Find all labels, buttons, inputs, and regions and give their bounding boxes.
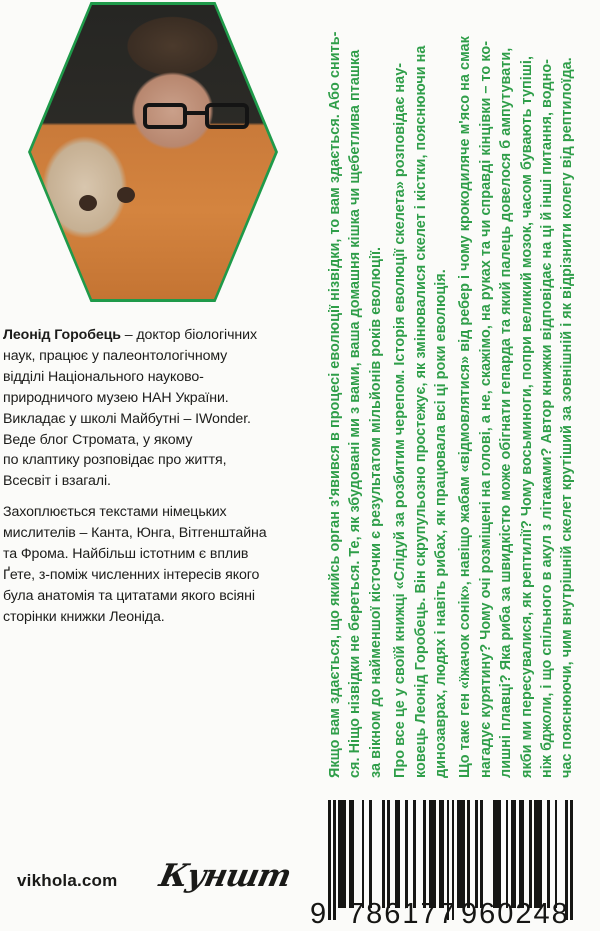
glasses-shape: [143, 103, 259, 133]
bio-paragraph-1: Леонід Горобець – доктор біологічних наук, працює у палеонтологічному відділі Національного науково- природничого музею НАН України. Викладає у школі Майбутні – IWonder. Веде блог Стромата, у якому по клаптику розповідає про життя, Всесвіт і взагалі.: [3, 327, 257, 490]
author-photo: [28, 2, 278, 302]
annotation-paragraph-3: Що таке ген «їжачок сонік», навіщо жабам «відмовлятися» від ребер і чому крокодиляче м'ясо на смак нагадує курятину? Чому очі розміщені на голові, а не, скажімо, на руках та чи справді кінцівки – то ко- лишні плавці? Яка риба за швидкістю може обігнати гепарда та який палець довелося б ампутувати, якби ми пересувалися, як рептилії? Чому восьминоги, попри великий мозок, часом бувають тупіші, ніж бджоли, і що спільного в акул з літаками? Автор книжки відповідає на ці й інші питання, водно- час пояснюючи, чим внутрішній скелет крутіший за зовнішній і як відрізнити колегу від рептилоїда.: [457, 36, 576, 778]
publisher-website: vikhola.com: [17, 871, 118, 890]
skull-eye-socket: [117, 187, 135, 203]
barcode-bar: [570, 800, 573, 920]
author-name: Леонід Горобець: [3, 327, 121, 343]
barcode-digits-left: 786177: [348, 898, 457, 930]
isbn-barcode: [328, 800, 573, 908]
annotation-paragraph-2: Про все це у своїй книжці «Слідуй за розбитим черепом. Історія еволюції скелета» розповідає нау- ковець Леонід Горобець. Він скрупульозно простежує, як змінювалися скелет і кістки, пояснюючи на динозаврах, людях і навіть рибах, як працювала всі ці роки еволюція.: [392, 45, 450, 778]
publisher-logo: Куншт: [156, 858, 294, 894]
barcode-digits-right: 960248: [461, 898, 570, 930]
skull-eye-socket: [79, 195, 97, 211]
bio-paragraph-2: Захоплюється текстами німецьких мислителів – Канта, Юнга, Вітгенштайна та Фрома. Найбільш істотним є вплив Ґете, з-поміж численних інтересів якого була анатомія та цитатами якого всіяні сторінки книжки Леоніда.: [3, 504, 267, 625]
author-portrait-image: [31, 5, 275, 299]
author-bio: [3, 325, 293, 638]
book-annotation: [325, 3, 582, 778]
annotation-paragraph-1: Якщо вам здається, що якийсь орган з'явився в процесі еволюції нізвідки, то вам здається. Або снить- ся. Ніщо нізвідки не береться. Те, як збудовані ми з вами, ваша домашня кішка чи щебетлива пташка за вікном до найменшої кісточки є результатом мільйонів років еволюції.: [327, 31, 384, 778]
barcode-digit-prefix: 9: [310, 898, 329, 930]
